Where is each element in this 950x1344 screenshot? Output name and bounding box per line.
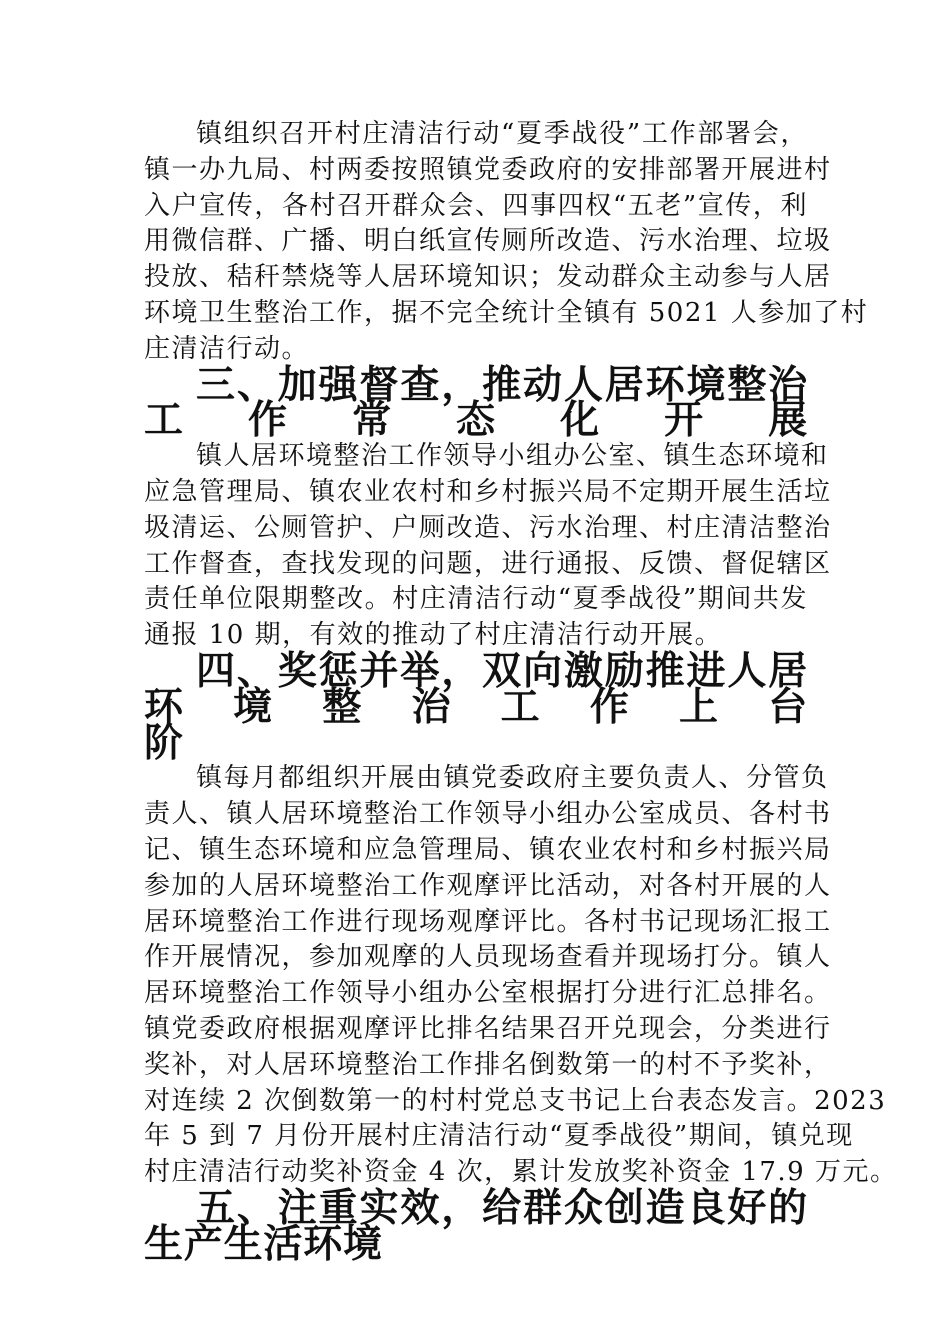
- document-body: [144, 117, 898, 1267]
- text-line: 镇每月都组织开展由镇党委政府主要负责人、分管负: [196, 763, 829, 794]
- text-line: 村庄清洁行动奖补资金 4 次，累计发放奖补资金 17.9 万元。: [144, 1157, 898, 1188]
- text-line: 环境卫生整治工作，据不完全统计全镇有 5021 人参加了村: [144, 297, 869, 328]
- text-line: 年 5 到 7 月份开展村庄清洁行动“夏季战役”期间，镇兑现: [144, 1121, 854, 1152]
- text-line: 庄清洁行动。: [144, 333, 310, 364]
- text-line: 作开展情况，参加观摩的人员现场查看并现场打分。镇人: [144, 942, 832, 973]
- section-heading-5: [144, 1185, 808, 1267]
- text-line: 责人、镇人居环境整治工作领导小组办公室成员、各村书: [144, 799, 832, 830]
- text-line: 镇组织召开村庄清洁行动“夏季战役”工作部署会，: [196, 119, 808, 149]
- text-line: 记、镇生态环境和应急管理局、镇农业农村和乡村振兴局: [144, 834, 832, 865]
- text-line: 镇党委政府根据观摩评比排名结果召开兑现会，分类进行: [144, 1013, 832, 1044]
- heading-line: 三、加强督查，推动人居环境整治工作常态化开展: [144, 362, 808, 444]
- paragraph-incentives: [144, 761, 898, 1191]
- text-line: 用微信群、广播、明白纸宣传厕所改造、污水治理、垃圾: [144, 226, 832, 257]
- heading-line: 五、注重实效，给群众创造良好的生产生活环境: [144, 1185, 808, 1267]
- paragraph-publicity: [144, 117, 869, 368]
- section-heading-3: [144, 362, 808, 444]
- heading-line: 四、奖惩并举，双向激励推进人居环境整治工作上台: [144, 648, 808, 730]
- text-line: 入户宣传，各村召开群众会、四事四权“五老”宣传，利: [144, 190, 808, 221]
- text-line: 居环境整治工作领导小组办公室根据打分进行汇总排名。: [144, 978, 832, 1009]
- text-line: 镇一办九局、村两委按照镇党委政府的安排部署开展进村: [144, 154, 832, 185]
- heading-line: 阶: [144, 720, 184, 766]
- text-line: 圾清运、公厕管护、户厕改造、污水治理、村庄清洁整治: [144, 512, 832, 543]
- text-line: 参加的人居环境整治工作观摩评比活动，对各村开展的人: [144, 870, 832, 901]
- text-line: 投放、秸秆禁烧等人居环境知识；发动群众主动参与人居: [144, 262, 832, 293]
- text-line: 通报 10 期，有效的推动了村庄清洁行动开展。: [144, 620, 723, 651]
- text-line: 镇人居环境整治工作领导小组办公室、镇生态环境和: [196, 441, 829, 472]
- text-line: 对连续 2 次倒数第一的村村党总支书记上台表态发言。2023: [144, 1085, 887, 1116]
- text-line: 责任单位限期整改。村庄清洁行动“夏季战役”期间共发: [144, 584, 808, 615]
- text-line: 应急管理局、镇农业农村和乡村振兴局不定期开展生活垃: [144, 476, 832, 507]
- text-line: 奖补，对人居环境整治工作排名倒数第一的村不予奖补，: [144, 1049, 832, 1080]
- text-line: 居环境整治工作进行现场观摩评比。各村书记现场汇报工: [144, 906, 832, 937]
- text-line: 工作督查，查找发现的问题，进行通报、反馈、督促辖区: [144, 548, 832, 579]
- paragraph-supervision: [144, 439, 832, 654]
- section-heading-4: [144, 648, 808, 766]
